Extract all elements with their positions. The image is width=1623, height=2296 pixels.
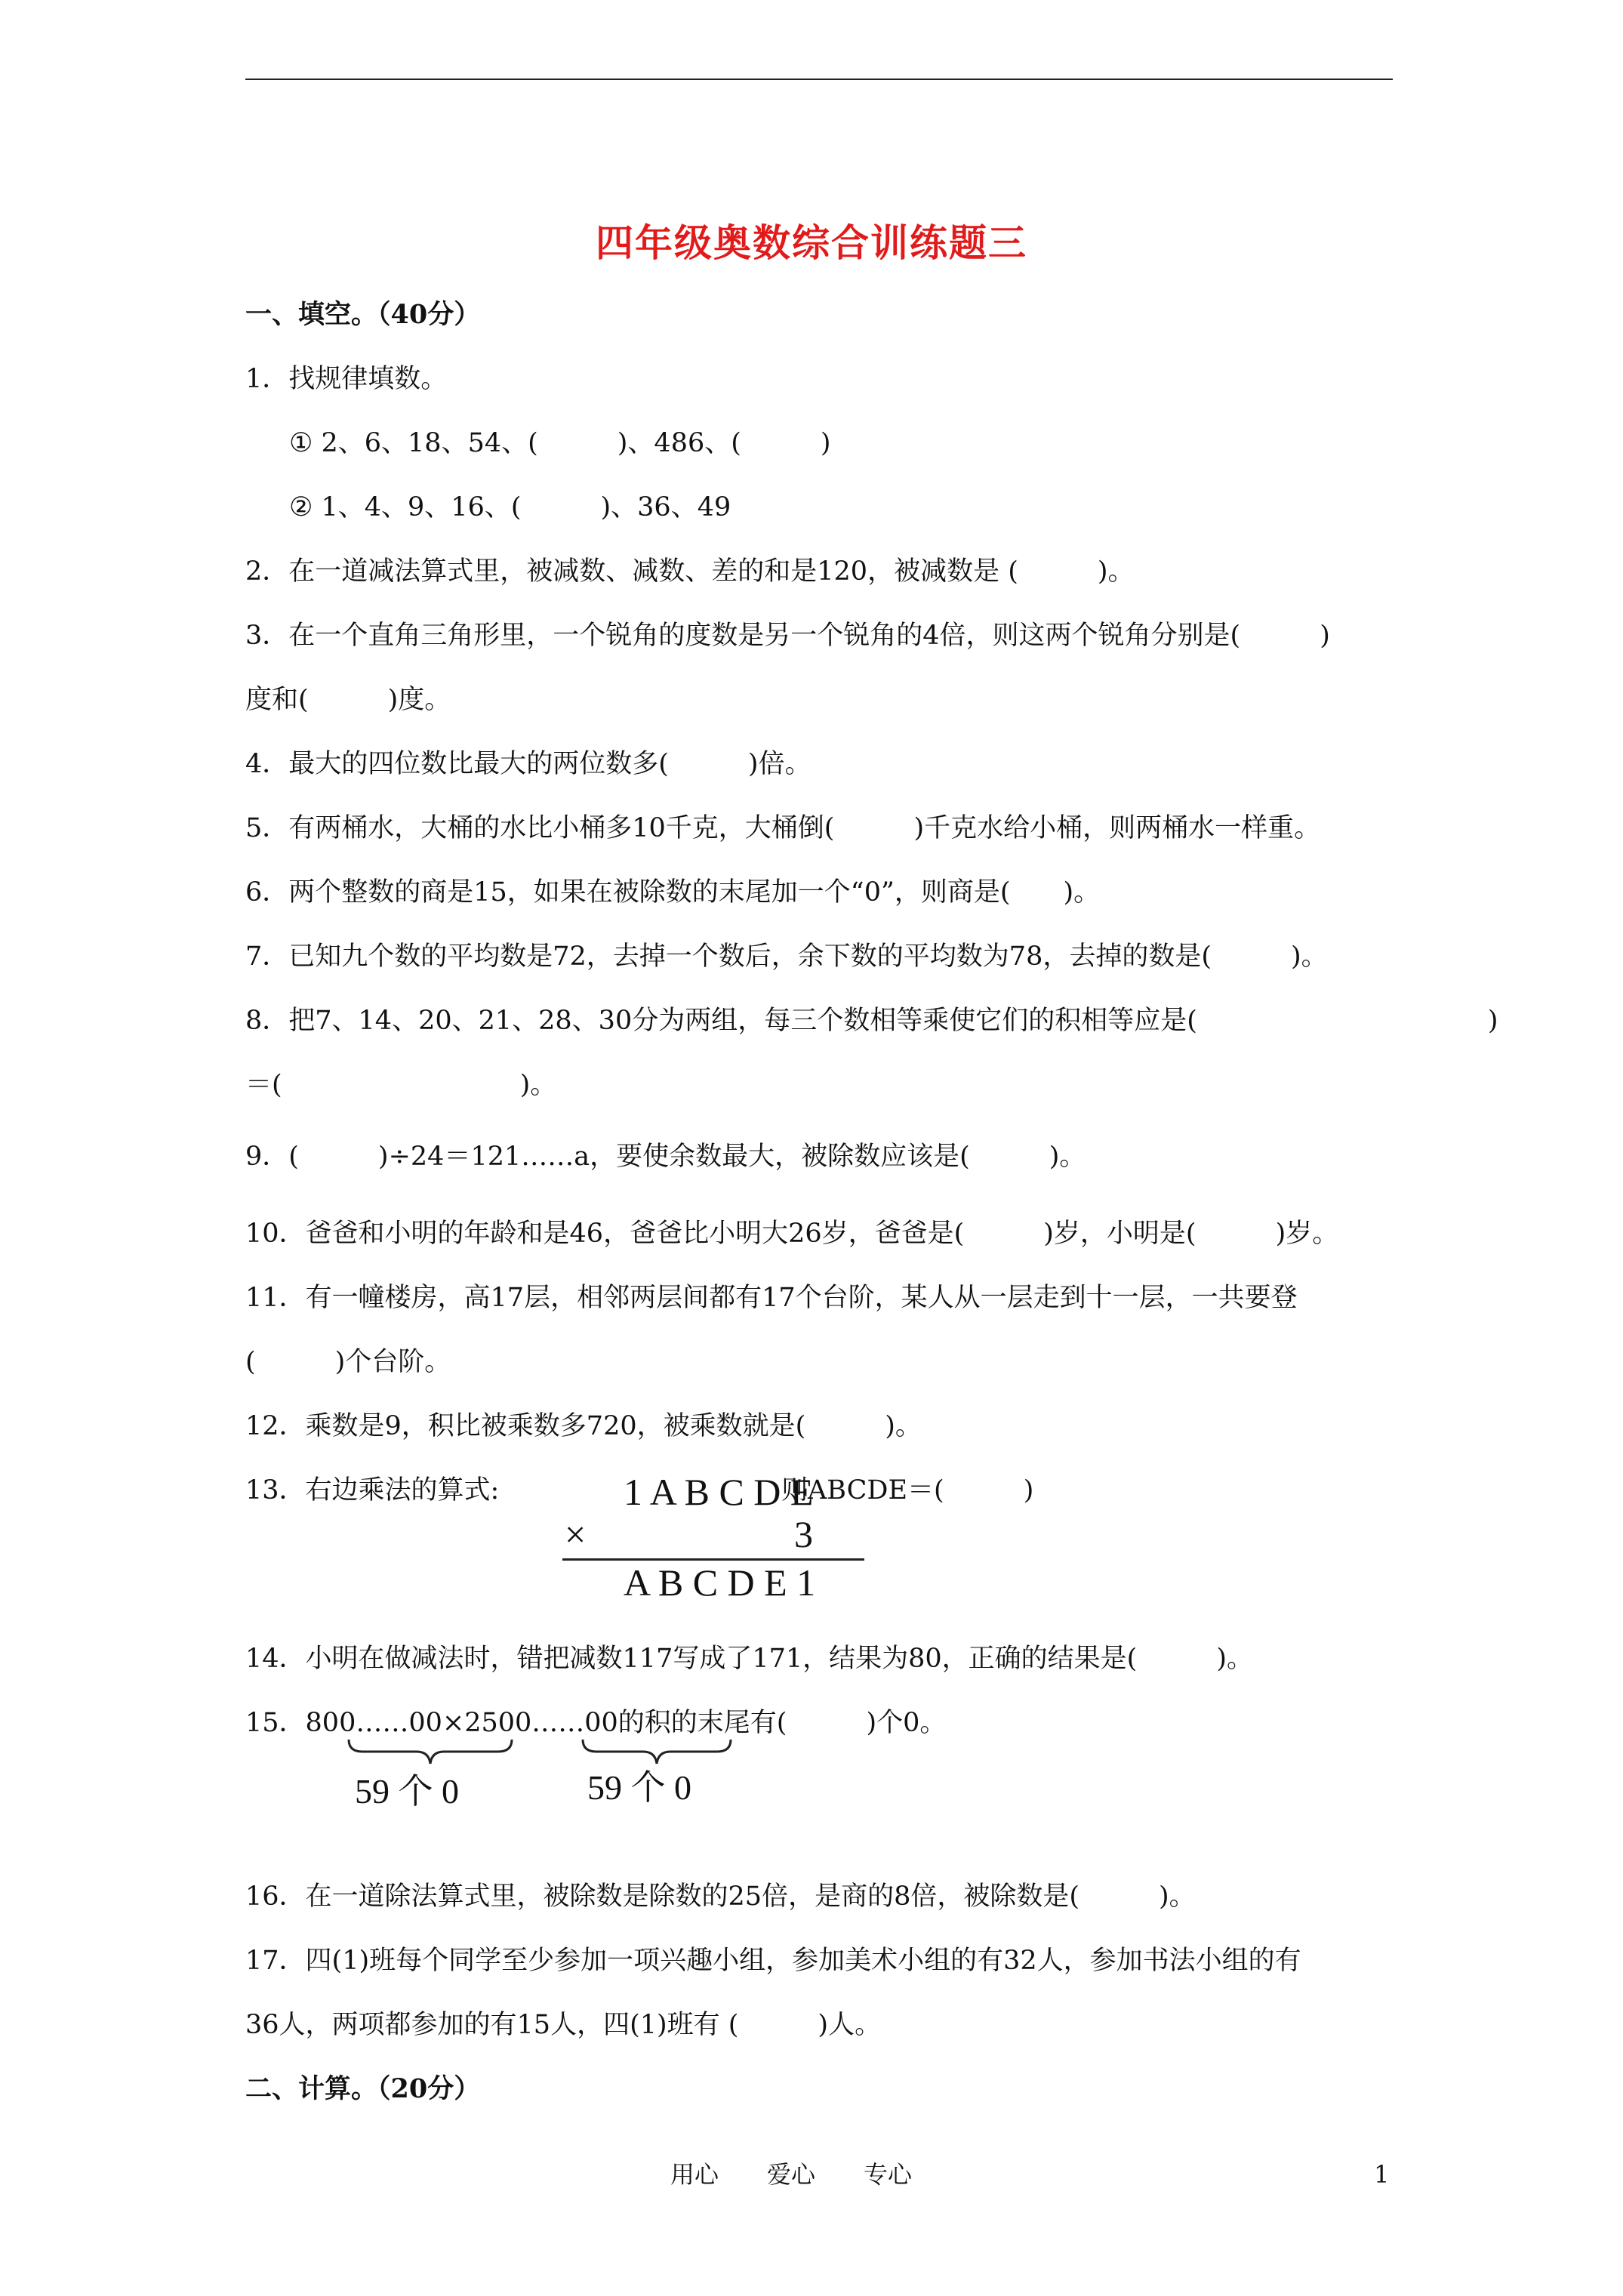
footer-slogan: 用心 爱心 专心 [670,2160,913,2189]
header-rule [245,79,1393,80]
underbrace-2-icon [581,1737,732,1767]
question-17: 17．四(1)班每个同学至少参加一项兴趣小组，参加美术小组的有32人，参加书法小组的有 [245,1946,1301,1976]
mult-times-sign: × [565,1513,587,1555]
question-13: 13．右边乘法的算式: [245,1475,500,1505]
question-5: 5．有两桶水，大桶的水比小桶多10千克，大桶倒( )千克水给小桶，则两桶水一样重。 [245,813,1321,843]
question-17-cont: 36人，两项都参加的有15人，四(1)班有 ( )人。 [245,2010,882,2040]
section-2-heading: 二、计算。（20分） [245,2073,481,2104]
question-16: 16．在一道除法算式里，被除数是除数的25倍，是商的8倍，被除数是( )。 [245,1881,1196,1912]
document-title: 四年级奥数综合训练题三 [596,220,1027,265]
question-10: 10．爸爸和小明的年龄和是46，爸爸比小明大26岁，爸爸是( )岁，小明是( )岁。 [245,1219,1339,1249]
question-11: 11．有一幢楼房，高17层，相邻两层间都有17个台阶，某人从一层走到十一层，一共要登 [245,1283,1298,1313]
question-15: 15．800……00×2500……00的积的末尾有( )个0。 [245,1708,947,1738]
question-3: 3．在一个直角三角形里，一个锐角的度数是另一个锐角的4倍，则这两个锐角分别是( ) [245,621,1330,651]
question-3-cont: 度和( )度。 [245,685,451,715]
underbrace-2-label: 59 个 0 [587,1768,691,1807]
question-12: 12．乘数是9，积比被乘数多720，被乘数就是( )。 [245,1411,922,1441]
question-8: 8．把7、14、20、21、28、30分为两组，每三个数相等乘使它们的积相等应是( ) [245,1006,1498,1036]
question-14: 14．小明在做减法时，错把减数117写成了171，结果为80，正确的结果是( )。 [245,1644,1253,1674]
question-2: 2．在一道减法算式里，被减数、减数、差的和是120，被减数是 ( )。 [245,556,1135,587]
question-4: 4．最大的四位数比最大的两位数多( )倍。 [245,749,812,779]
question-13-answer: 则ABCDE＝( ) [781,1475,1034,1505]
mult-top-number: 1 A B C D E [624,1471,814,1513]
mult-multiplier: 3 [794,1513,813,1555]
question-9: 9．( )÷24＝121……a，要使余数最大，被除数应该是( )。 [245,1142,1086,1172]
question-1-part-1: ① 2、6、18、54、( )、486、( ) [289,428,831,458]
question-1-part-2: ② 1、4、9、16、( )、36、49 [289,492,731,522]
underbrace-1-icon [347,1737,513,1767]
question-8-cont: ＝( )。 [245,1070,557,1100]
question-1: 1．找规律填数。 [245,364,448,394]
underbrace-1-label: 59 个 0 [355,1772,459,1811]
mult-result: A B C D E 1 [624,1561,816,1604]
question-11-cont: ( )个台阶。 [245,1347,451,1377]
page-number: 1 [1374,2160,1390,2189]
question-6: 6．两个整数的商是15，如果在被除数的末尾加一个“0”，则商是( )。 [245,877,1101,908]
mult-line [562,1558,864,1561]
question-7: 7．已知九个数的平均数是72，去掉一个数后，余下数的平均数为78，去掉的数是( )。 [245,942,1328,972]
section-1-heading: 一、填空。（40分） [245,299,481,330]
